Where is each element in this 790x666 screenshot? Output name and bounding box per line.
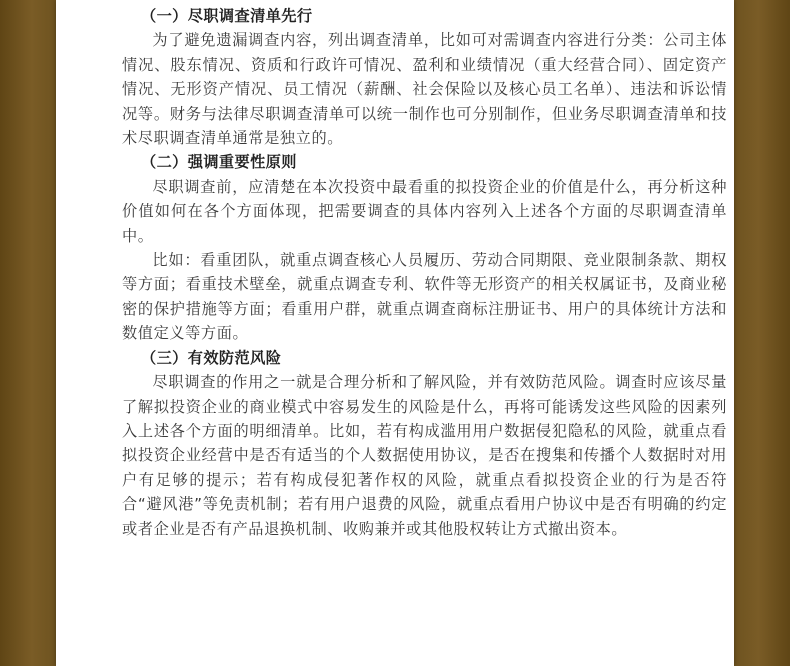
section-heading-1: （一）尽职调查清单先行 [141, 7, 313, 25]
document-body [122, 4, 727, 541]
paragraph-1-1: 为了避免遗漏调查内容，列出调查清单，比如可对需调查内容进行分类：公司主体情况、股东情况、资质和行政许可情况、盈利和业绩情况（重大经营合同）、固定资产情况、无形资产情况、员工情况（薪酬、社会保险以及核心员工名单）、违法和诉讼情况等。财务与法律尽职调查清单可以统一制作也可分别制作，但业务尽职调查清单和技术尽职调查清单通常是独立的。 [122, 31, 727, 148]
paragraph-2-2: 比如：看重团队，就重点调查核心人员履历、劳动合同期限、竞业限制条款、期权等方面；看重技术壁垒，就重点调查专利、软件等无形资产的相关权属证书，及商业秘密的保护措施等方面；看重用户群，就重点调查商标注册证书、用户的具体统计方法和数值定义等方面。 [122, 251, 727, 343]
document-page [56, 0, 734, 666]
paragraph-3-1: 尽职调查的作用之一就是合理分析和了解风险，并有效防范风险。调查时应该尽量了解拟投资企业的商业模式中容易发生的风险是什么，再将可能诱发这些风险的因素列入上述各个方面的明细清单。比如，若有构成滥用用户数据侵犯隐私的风险，就重点看拟投资企业经营中是否有适当的个人数据使用协议，是否在搜集和传播个人数据时对用户有足够的提示；若有构成侵犯著作权的风险，就重点看拟投资企业的行为是否符合“避风港”等免责机制；若有用户退费的风险，就重点看用户协议中是否有明确的约定或者企业是否有产品退换机制、收购兼并或其他股权转让方式撤出资本。 [122, 373, 727, 538]
section-heading-2: （二）强调重要性原则 [141, 153, 297, 172]
paragraph-2-1: 尽职调查前，应清楚在本次投资中最看重的拟投资企业的价值是什么，再分析这种价值如何在各个方面体现，把需要调查的具体内容列入上述各个方面的尽职调查清单中。 [122, 177, 727, 245]
section-heading-3: （三）有效防范风险 [141, 348, 282, 367]
